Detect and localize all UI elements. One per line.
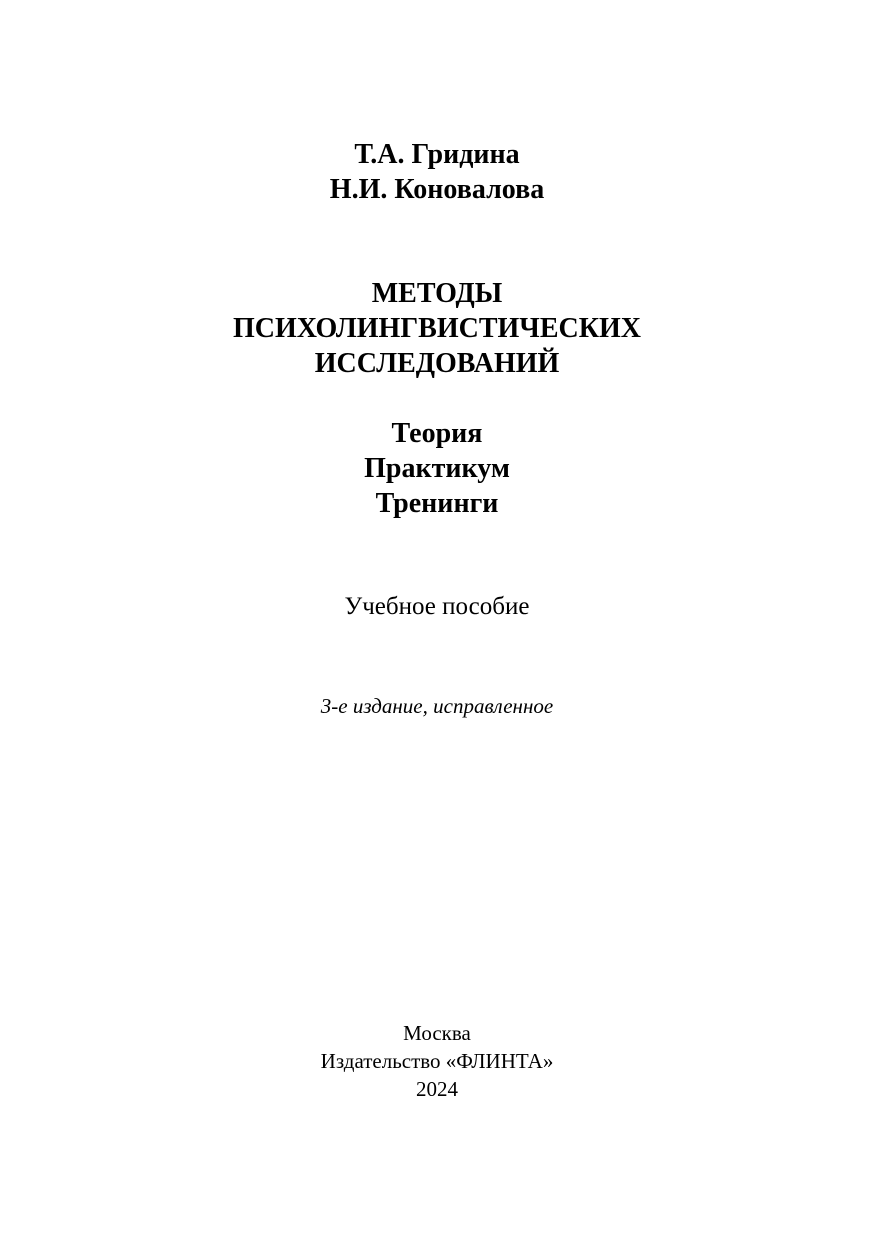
- imprint: [0, 1019, 874, 1103]
- imprint-year: 2024: [416, 1077, 458, 1101]
- book-title-line: ИССЛЕДОВАНИЙ: [314, 348, 560, 379]
- book-subtitle-line: Тренинги: [375, 488, 499, 519]
- edition-note: [0, 692, 874, 720]
- author-name: Н.И. Коновалова: [329, 174, 545, 205]
- authors: [0, 137, 874, 207]
- imprint-publisher: Издательство «ФЛИНТА»: [320, 1049, 554, 1073]
- book-subtitle: [0, 416, 874, 521]
- book-title-line: МЕТОДЫ: [371, 278, 503, 309]
- author-name: Т.А. Гридина: [354, 139, 520, 170]
- imprint-city: Москва: [403, 1021, 471, 1045]
- book-subtitle-line: Теория: [391, 418, 483, 449]
- book-subtitle-line: Практикум: [364, 453, 510, 484]
- document-type: [0, 591, 874, 622]
- book-title: [0, 276, 874, 381]
- document-type-label: Учебное пособие: [344, 593, 530, 620]
- book-title-line: ПСИХОЛИНГВИСТИЧЕСКИХ: [232, 313, 642, 344]
- edition-label: 3-е издание, исправленное: [320, 694, 554, 718]
